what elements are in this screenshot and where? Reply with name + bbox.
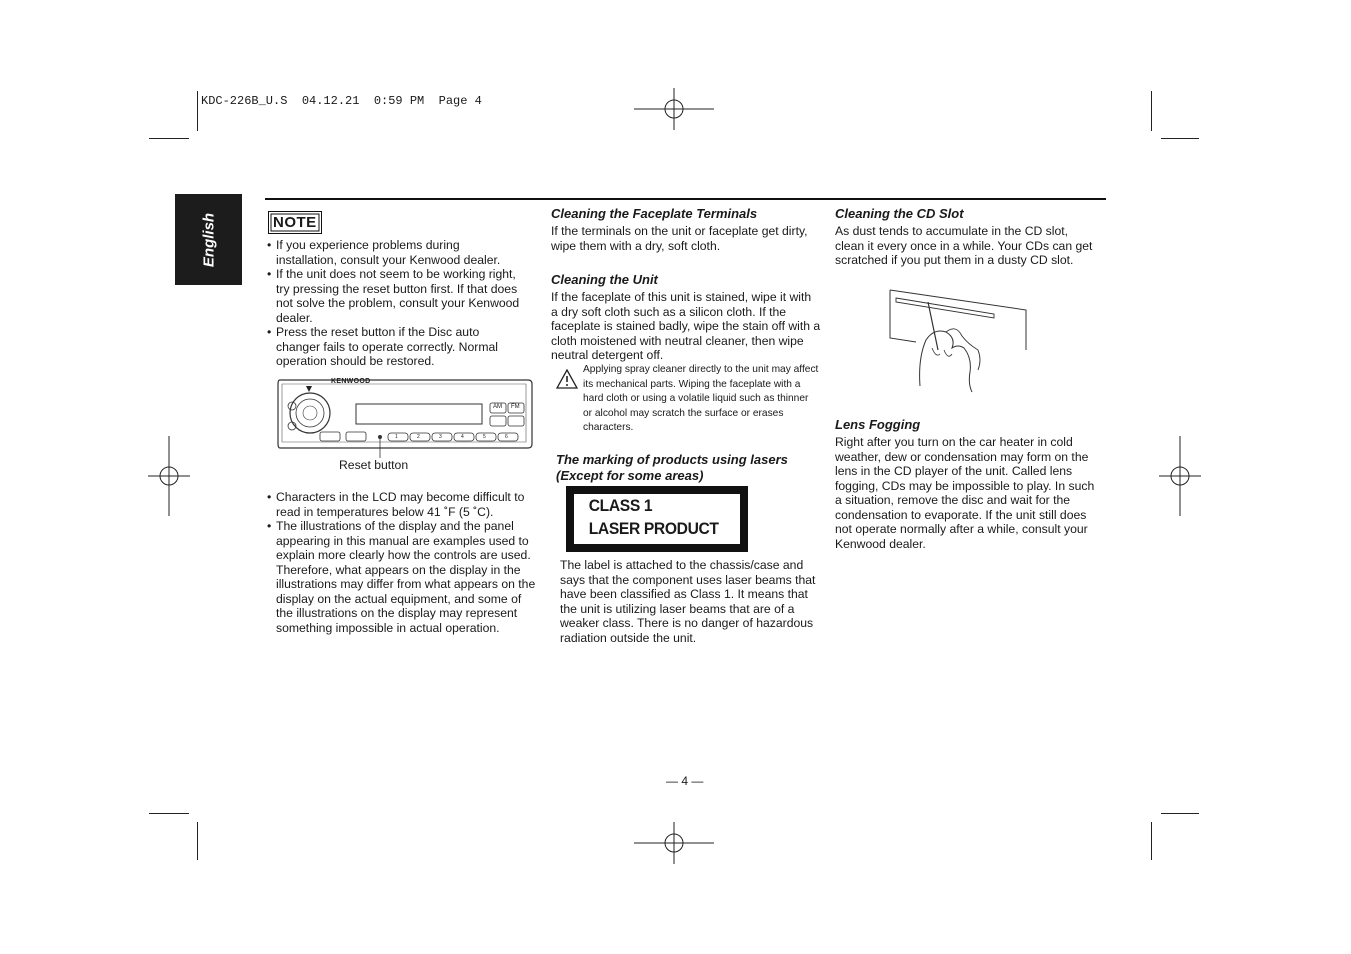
preset-1: 1 bbox=[395, 434, 398, 440]
laser-label bbox=[566, 486, 748, 552]
laser-heading-line2: (Except for some areas) bbox=[556, 468, 704, 483]
cleaning-unit-body: If the faceplate of this unit is stained, wipe it with a dry soft cloth such as a silicon cloth. If the faceplate is stained badly, wipe the stain off with a cloth moistened with neutral cleaner, then wipe neutral detergent off. bbox=[551, 290, 821, 362]
note-bullets-top bbox=[267, 238, 521, 369]
laser-body: The label is attached to the chassis/case and says that the component uses laser beams that have been classified as Class 1. It means that the unit is utilizing laser beams that are of a weaker class. There is no danger of hazardous radiation outside the unit. bbox=[560, 558, 816, 645]
laser-heading-line1: The marking of products using lasers bbox=[556, 452, 788, 467]
crop-mark bbox=[197, 91, 198, 131]
crop-mark bbox=[149, 813, 189, 814]
list-item: • Characters in the LCD may become difficult to read in temperatures below 41 ˚F (5 ˚C). bbox=[267, 490, 539, 519]
top-rule bbox=[265, 198, 1106, 200]
language-tab bbox=[175, 194, 242, 285]
preset-4: 4 bbox=[461, 434, 464, 440]
note-badge bbox=[268, 211, 322, 234]
preset-3: 3 bbox=[439, 434, 442, 440]
note-badge-label: NOTE bbox=[273, 214, 317, 231]
cd-slot-body: As dust tends to accumulate in the CD slot, clean it every once in a while. Your CDs can get scratched if you put them in a dusty CD slot. bbox=[835, 224, 1093, 267]
faceplate-fm: FM bbox=[511, 404, 520, 410]
crop-mark bbox=[1161, 813, 1199, 814]
faceplate-illustration bbox=[276, 376, 536, 458]
print-header: KDC-226B_U.S 04.12.21 0:59 PM Page 4 bbox=[201, 94, 482, 108]
list-item: • The illustrations of the display and the panel appearing in this manual are examples used to explain more clearly how the controls are used. Therefore, what appears on the display in the illustrations may differ from what appears on the display on the actual equipment, and some of the illustrations on the display may represent something impossible in actual operation. bbox=[267, 519, 539, 635]
crop-mark bbox=[1161, 138, 1199, 139]
faceplate-terminals-heading: Cleaning the Faceplate Terminals bbox=[551, 206, 758, 221]
list-item: • If the unit does not seem to be working right, try pressing the reset button first. If that does not solve the problem, consult your Kenwood dealer. bbox=[267, 267, 521, 325]
cd-slot-heading: Cleaning the CD Slot bbox=[835, 206, 964, 221]
cd-slot-cleaning-illustration bbox=[886, 288, 1032, 394]
registration-mark-icon bbox=[634, 88, 714, 130]
faceplate-brand: KENWOOD bbox=[331, 378, 371, 385]
lens-fogging-heading: Lens Fogging bbox=[835, 417, 921, 432]
laser-label-line1: CLASS 1 bbox=[588, 496, 653, 515]
laser-label-line2: LASER PRODUCT bbox=[588, 519, 719, 538]
registration-mark-icon bbox=[634, 822, 714, 864]
crop-mark bbox=[1151, 91, 1152, 131]
caution-text: Applying spray cleaner directly to the unit may affect its mechanical parts. Wiping the faceplate with a hard cloth or using a volatile liquid such as thinner or alcohol may scratch the surface or erases characters. bbox=[583, 364, 819, 433]
preset-5: 5 bbox=[483, 434, 486, 440]
crop-mark bbox=[149, 138, 189, 139]
note-bullets-bottom bbox=[267, 490, 539, 635]
reset-button-label: Reset button bbox=[339, 458, 409, 472]
faceplate-terminals-body: If the terminals on the unit or faceplate get dirty, wipe them with a dry, soft cloth. bbox=[551, 224, 808, 253]
crop-mark bbox=[1151, 822, 1152, 860]
registration-mark-icon bbox=[148, 436, 190, 516]
crop-mark bbox=[197, 822, 198, 860]
registration-mark-icon bbox=[1159, 436, 1201, 516]
caution-icon bbox=[556, 369, 578, 389]
cleaning-unit-heading: Cleaning the Unit bbox=[551, 272, 658, 287]
page-number: — 4 — bbox=[666, 774, 704, 788]
lens-fogging-body: Right after you turn on the car heater in cold weather, dew or condensation may form on the lens in the CD player of the unit. Called lens fogging, CDs may be impossible to play. In such a situation, remove the disc and wait for the condensation to evaporate. If the unit still does not operate normally after a while, consult your Kenwood dealer. bbox=[835, 435, 1095, 551]
faceplate-am: AM bbox=[493, 404, 502, 410]
list-item: • If you experience problems during installation, consult your Kenwood dealer. bbox=[267, 238, 521, 267]
list-item: • Press the reset button if the Disc auto changer fails to operate correctly. Normal operation should be restored. bbox=[267, 325, 521, 369]
language-tab-label: English bbox=[200, 212, 217, 267]
laser-label-inner bbox=[574, 494, 740, 544]
preset-2: 2 bbox=[417, 434, 420, 440]
preset-6: 6 bbox=[505, 434, 508, 440]
